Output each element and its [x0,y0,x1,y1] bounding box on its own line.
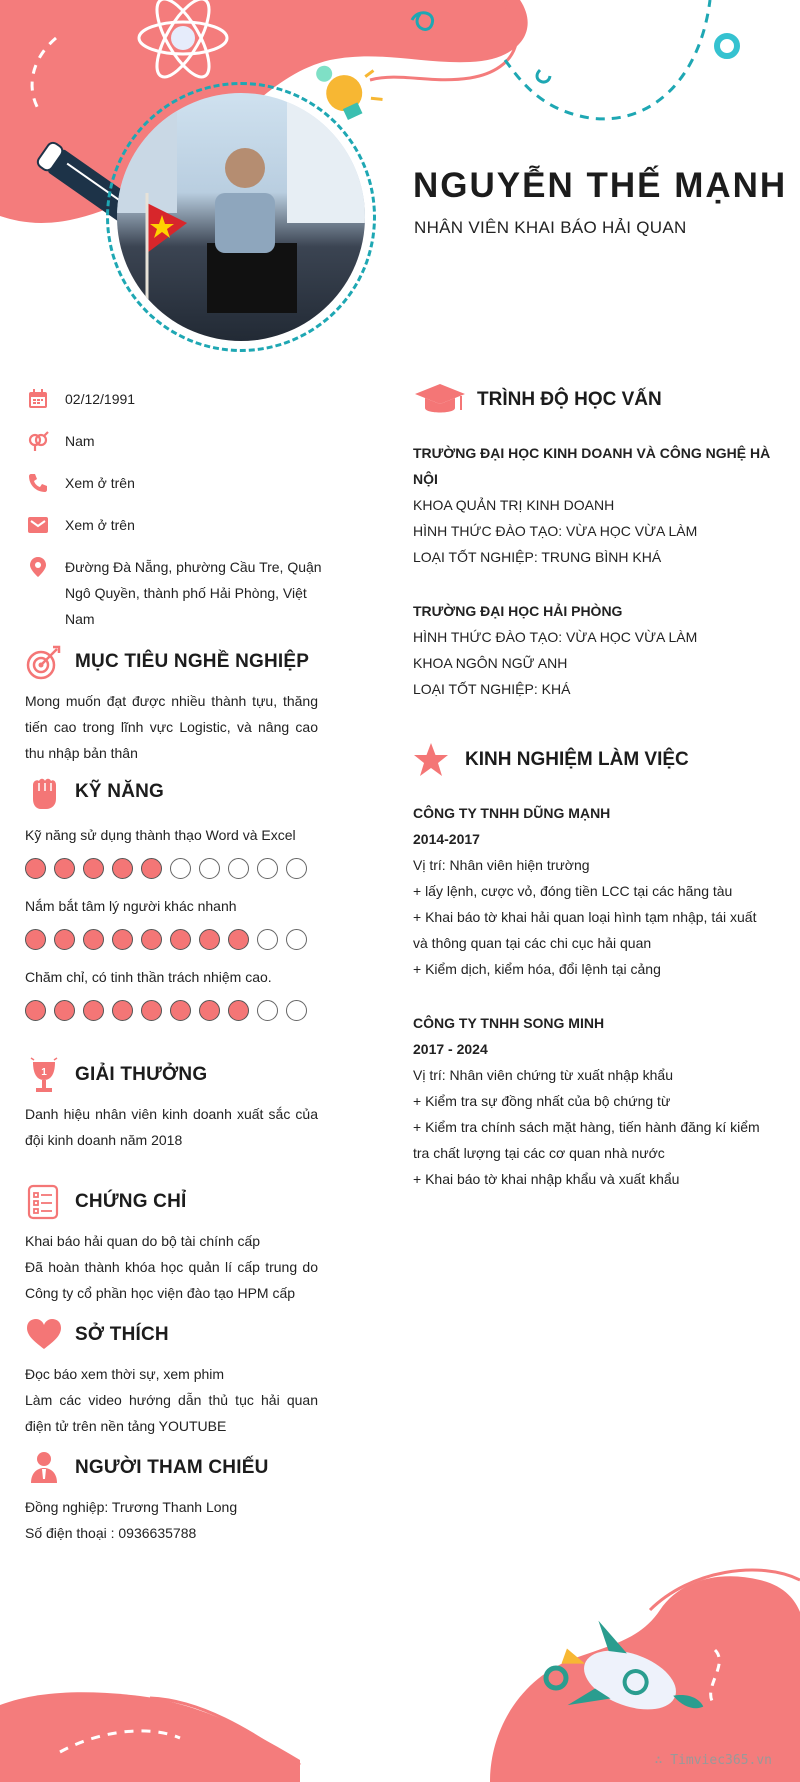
candidate-name: NGUYỄN THẾ MẠNH [413,166,788,205]
skill-rating [25,929,318,950]
experience-entry [413,1010,773,1192]
experience-entry [413,800,773,982]
education-school: TRƯỜNG ĐẠI HỌC HẢI PHÒNG [413,603,623,619]
contact-birthdate-text: 02/12/1991 [65,391,136,407]
experience-line: + Kiểm dịch, kiểm hóa, đổi lệnh tại cảng [413,961,661,977]
certificates-section [25,1182,318,1306]
rating-dot-empty [257,858,278,879]
objective-text: Mong muốn đạt được nhiều thành tựu, thăng tiến cao trong lĩnh vực Logistic, và nâng cao thu nhập bản thân [25,693,318,761]
contact-birthdate [27,386,327,412]
contact-email-text: Xem ở trên [65,517,135,533]
experience-line: + Kiểm tra sự đồng nhất của bộ chứng từ [413,1093,671,1109]
education-line: HÌNH THỨC ĐÀO TẠO: VỪA HỌC VỪA LÀM [413,629,698,645]
svg-text:1: 1 [41,1067,47,1078]
gender-icon [27,430,49,452]
rating-dot-filled [112,929,133,950]
person-icon [25,1449,63,1487]
contact-email [27,512,327,538]
experience-period: 2017 - 2024 [413,1041,488,1057]
rating-dot-filled [83,1000,104,1021]
rating-dot-filled [170,929,191,950]
certificates-title: CHỨNG CHỈ [75,1191,187,1212]
awards-text: Danh hiệu nhân viên kinh doanh xuất sắc của đội kinh doanh năm 2018 [25,1106,318,1148]
footer-brand: ∴ Timviec365.vn [654,1753,772,1768]
references-section [25,1448,318,1546]
education-line: KHOA NGÔN NGỮ ANH [413,655,568,671]
hobby-line: Làm các video hướng dẫn thủ tục hải quan điện tử trên nền tảng YOUTUBE [25,1392,318,1434]
experience-line: Vị trí: Nhân viên chứng từ xuất nhập khẩu [413,1067,674,1083]
rating-dot-filled [170,1000,191,1021]
rating-dot-empty [228,858,249,879]
contact-address-text: Đường Đà Nẵng, phường Cầu Tre, Quận Ngô Quyền, thành phố Hải Phòng, Việt Nam [65,559,322,627]
contact-phone [27,470,327,496]
contact-gender-text: Nam [65,433,95,449]
experience-line: + lấy lệnh, cược vỏ, đóng tiền LCC tại các hãng tàu [413,883,733,899]
rating-dot-filled [141,929,162,950]
rating-dot-filled [112,858,133,879]
phone-icon [27,472,49,494]
graduation-cap-icon [413,380,467,420]
references-title: NGƯỜI THAM CHIẾU [75,1457,269,1478]
education-line: LOẠI TỐT NGHIỆP: TRUNG BÌNH KHÁ [413,549,662,565]
contact-address [27,554,327,632]
skill-name: Nắm bắt tâm lý người khác nhanh [25,898,237,914]
certificate-line: Khai báo hải quan do bộ tài chính cấp [25,1233,261,1249]
education-school: TRƯỜNG ĐẠI HỌC KINH DOANH VÀ CÔNG NGHỆ HÀ NỘI [413,445,771,487]
rating-dot-filled [25,858,46,879]
experience-section [413,738,773,1192]
target-icon [25,643,63,681]
reference-line: Số điện thoại : 0936635788 [25,1525,197,1541]
objective-section [25,642,318,766]
skill-name: Chăm chỉ, có tinh thần trách nhiệm cao. [25,969,272,985]
star-icon [413,740,467,780]
rating-dot-filled [199,929,220,950]
experience-company: CÔNG TY TNHH DŨNG MẠNH [413,805,611,821]
rating-dot-empty [257,1000,278,1021]
rating-dot-empty [286,1000,307,1021]
rating-dot-filled [83,858,104,879]
hobbies-section [25,1315,318,1439]
rating-dot-filled [141,858,162,879]
heart-icon [25,1316,63,1354]
avatar [106,82,376,352]
rating-dot-filled [199,1000,220,1021]
experience-line: + Khai báo tờ khai hải quan loại hình tạm nhập, tái xuất và thông quan tại các chi cục hải quan [413,909,757,951]
profile-photo [117,93,365,341]
education-title: TRÌNH ĐỘ HỌC VẤN [477,389,662,410]
contact-list [27,386,327,648]
checklist-icon [25,1183,63,1221]
contact-gender [27,428,327,454]
skills-section [25,772,318,1035]
reference-line: Đồng nghiệp: Trương Thanh Long [25,1499,238,1515]
hobby-line: Đọc báo xem thời sự, xem phim [25,1366,225,1382]
rating-dot-filled [25,929,46,950]
skills-list [25,822,318,1021]
rating-dot-empty [286,858,307,879]
rating-dot-empty [199,858,220,879]
education-line: KHOA QUẢN TRỊ KINH DOANH [413,497,615,513]
photo-illustration [117,93,365,341]
email-icon [27,514,49,536]
calendar-icon [27,388,49,410]
rating-dot-filled [228,929,249,950]
education-line: HÌNH THỨC ĐÀO TẠO: VỪA HỌC VỪA LÀM [413,523,698,539]
rating-dot-filled [83,929,104,950]
experience-period: 2014-2017 [413,831,480,847]
rating-dot-filled [25,1000,46,1021]
rating-dot-filled [228,1000,249,1021]
footer-brand-text: Timviec365.vn [670,1753,772,1768]
rating-dot-filled [141,1000,162,1021]
trophy-icon [25,1056,63,1094]
experience-title: KINH NGHIỆM LÀM VIỆC [465,749,689,770]
location-pin-icon [27,556,49,578]
objective-title: MỤC TIÊU NGHỀ NGHIỆP [75,651,310,672]
rating-dot-filled [54,858,75,879]
education-entry [413,598,773,702]
rating-dot-empty [257,929,278,950]
contact-phone-text: Xem ở trên [65,475,135,491]
experience-line: + Khai báo tờ khai nhập khẩu và xuất khẩu [413,1171,680,1187]
certificate-line: Đã hoàn thành khóa học quản lí cấp trung do Công ty cổ phần học viện đào tạo HPM cấp [25,1259,318,1301]
experience-company: CÔNG TY TNHH SONG MINH [413,1015,605,1031]
rating-dot-filled [112,1000,133,1021]
rating-dot-empty [286,929,307,950]
experience-line: Vị trí: Nhân viên hiện trường [413,857,590,873]
awards-section [25,1055,318,1153]
experience-line: + Kiểm tra chính sách mặt hàng, tiến hành đăng kí kiểm tra chất lượng tại các cơ quan nhà nước [413,1119,760,1161]
education-entry [413,440,773,570]
education-line: LOẠI TỐT NGHIỆP: KHÁ [413,681,571,697]
rating-dot-empty [170,858,191,879]
rating-dot-filled [54,929,75,950]
hobbies-title: SỞ THÍCH [75,1324,169,1345]
skill-name: Kỹ năng sử dụng thành thạo Word và Excel [25,827,296,843]
rating-dot-filled [54,1000,75,1021]
fist-icon [25,773,63,811]
skill-rating [25,858,318,879]
skill-rating [25,1000,318,1021]
awards-title: GIẢI THƯỞNG [75,1064,208,1085]
candidate-role: NHÂN VIÊN KHAI BÁO HẢI QUAN [414,218,687,237]
skills-title: KỸ NĂNG [75,781,165,802]
education-section [413,378,773,702]
